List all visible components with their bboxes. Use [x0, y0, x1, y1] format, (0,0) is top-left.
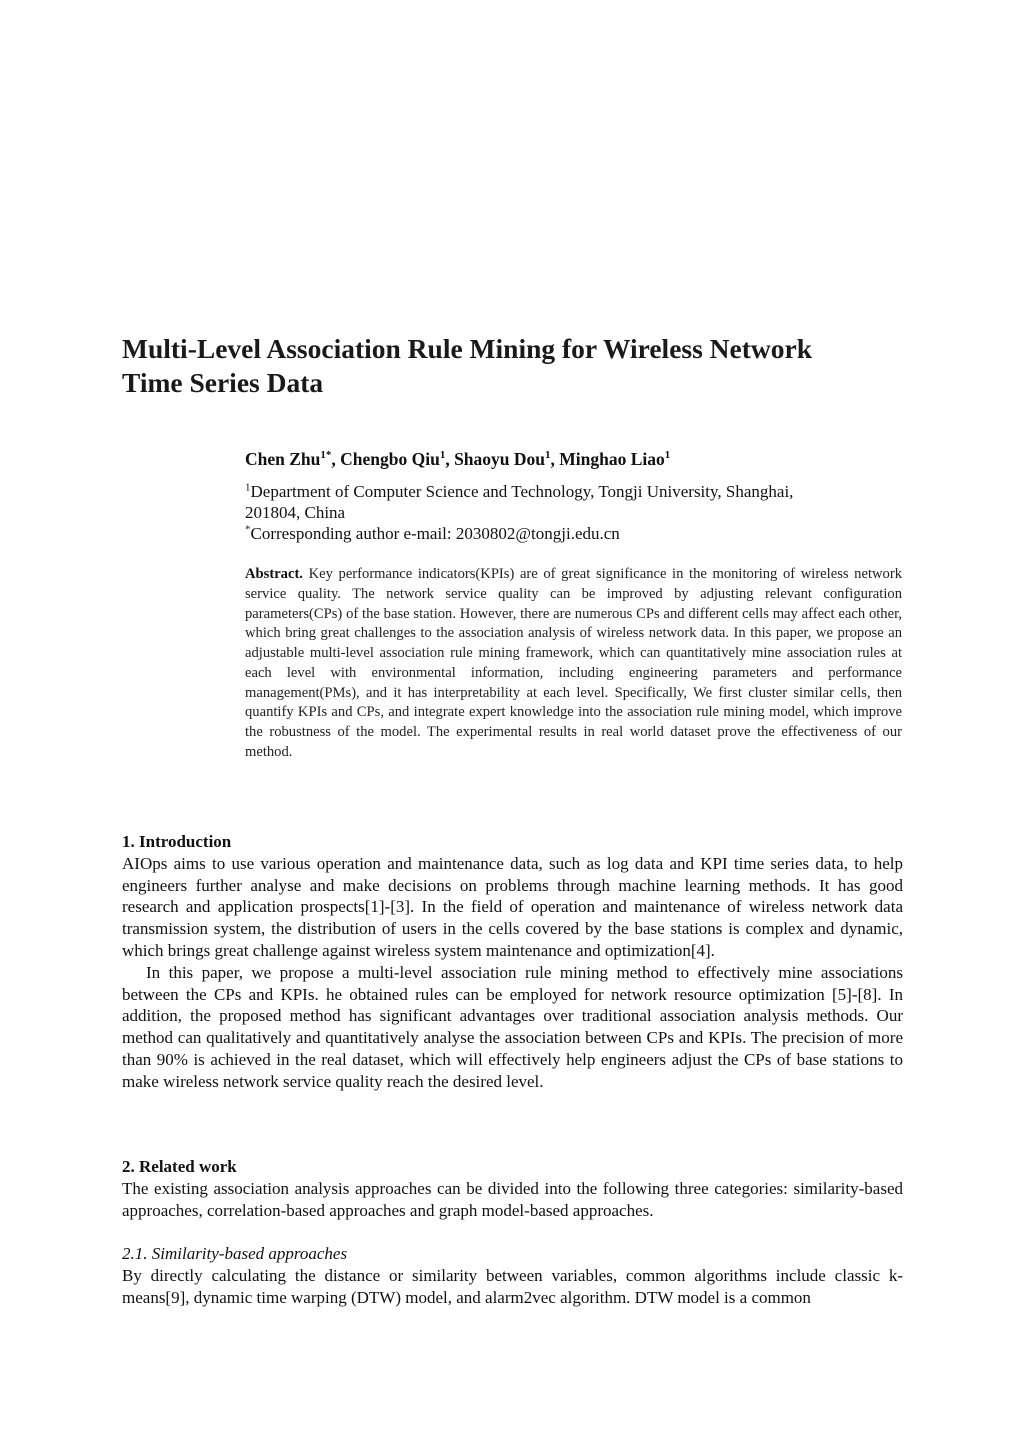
author-name: Minghao Liao	[559, 449, 665, 469]
similarity-paragraph-1: By directly calculating the distance or similarity between variables, common algorithms include classic k-means[9], dynamic time warping (DTW) model, and alarm2vec algorithm. DTW model is a common	[122, 1265, 903, 1307]
author-affiliation-marker: 1*	[320, 449, 332, 462]
affiliation-line-2: 201804, China	[245, 503, 346, 522]
section-heading-related-work: 2. Related work	[122, 1157, 237, 1176]
author-separator: ,	[550, 449, 560, 469]
affiliation-line-1: $^1$Department of Computer Science and Technology, Tongji University, Shanghai,	[245, 481, 794, 501]
affiliation-marker: 1	[245, 481, 251, 494]
author-affiliation-marker: 1	[545, 449, 551, 462]
intro-paragraph-1: AIOps aims to use various operation and maintenance data, such as log data and KPI time series data, to help engineers further analyse and make decisions on problems through machine learning methods. It has good research and application prospects[1]-[3]. In the field of operation and maintenance of wireless network data transmission system, the distribution of users in the cells covered by the base stations is complex and dynamic, which brings great challenge against wireless system maintenance and optimization[4].	[122, 853, 903, 960]
related-paragraph-1: The existing association analysis approaches can be divided into the following three categories: similarity-based approaches, correlation-based approaches and graph model-based approaches.	[122, 1178, 903, 1220]
author-separator: ,	[445, 449, 455, 469]
corresponding-author: *Corresponding author e-mail: 2030802@tongji.edu.cn	[245, 523, 620, 543]
affiliation-block	[245, 481, 905, 544]
corresponding-marker: *	[245, 523, 251, 536]
section-related-work	[122, 1156, 903, 1221]
author-list	[245, 449, 670, 470]
section-heading-introduction: 1. Introduction	[122, 832, 232, 851]
author-separator: ,	[331, 449, 341, 469]
title-line-1: Multi-Level Association Rule Mining for Wireless Network	[122, 333, 813, 364]
author-affiliation-marker: 1	[439, 449, 446, 462]
abstract-text: Key performance indicators(KPIs) are of great significance in the monitoring of wireless network service quality. The network service quality can be improved by adjusting relevant configuration parameters(CPs) of the base station. However, there are numerous CPs and different cells may affect each other, which bring great challenges to the association analysis of wireless network data. In this paper, we propose an adjustable multi-level association rule mining framework, which can quantitatively mine association rules at each level with environmental information, including engineering parameters and performance management(PMs), and it has interpretability at each level. Specifically, We first cluster similar cells, then quantify KPIs and CPs, and integrate expert knowledge into the association rule mining model, which improve the robustness of the model. The experimental results in real world dataset prove the effectiveness of our method.	[245, 566, 902, 760]
abstract	[245, 565, 902, 763]
author-name: Chengbo Qiu	[340, 449, 440, 469]
subsection-similarity	[122, 1243, 903, 1308]
intro-paragraph-2: In this paper, we propose a multi-level association rule mining method to effectively mine associations between the CPs and KPIs. he obtained rules can be employed for network resource optimization [5]-[8]. In addition, the proposed method has significant advantages over traditional association analysis methods. Our method can qualitatively and quantitatively analyse the association between CPs and KPIs. The precision of more than 90% is achieved in the real dataset, which will effectively help engineers adjust the CPs of base stations to make wireless network service quality reach the desired level.	[122, 962, 903, 1091]
subsection-heading-similarity: 2.1. Similarity-based approaches	[122, 1244, 348, 1263]
abstract-label: Abstract.	[245, 566, 303, 582]
section-introduction	[122, 831, 903, 1093]
paper-title	[122, 332, 922, 400]
title-line-2: Time Series Data	[122, 367, 324, 398]
author-name: Chen Zhu	[245, 449, 321, 469]
author-name: Shaoyu Dou	[454, 449, 546, 469]
author-affiliation-marker: 1	[664, 449, 671, 462]
